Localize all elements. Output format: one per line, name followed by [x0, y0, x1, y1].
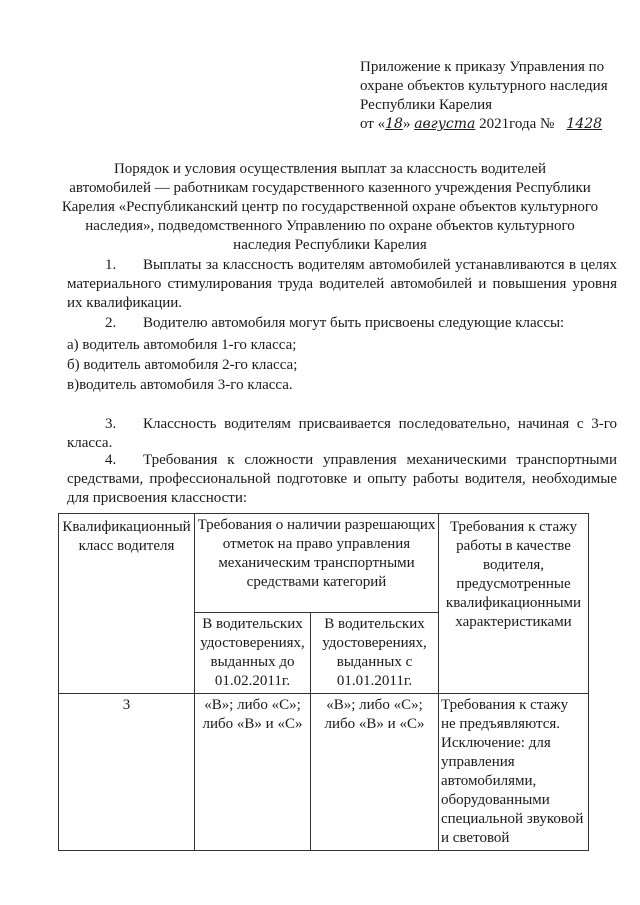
table-header-row — [59, 514, 589, 613]
cell-class: 3 — [59, 694, 195, 851]
paragraph-4-number: 4. — [105, 452, 117, 468]
approval-block — [360, 58, 622, 134]
paragraph-1-number: 1. — [105, 257, 117, 273]
date-month: августа — [414, 116, 476, 132]
requirements-table — [58, 513, 589, 851]
paragraph-3 — [67, 415, 617, 453]
title-line-3: Карелия «Республиканский центр по государственной охране объектов культурного — [61, 199, 599, 215]
header-class: Квалификационный класс водителя — [59, 514, 195, 694]
subheader-after-2011: В водительских удостоверениях, выданных с 01.01.2011г. — [311, 613, 439, 694]
cell-before-2011: «В»; либо «С»; либо «В» и «С» — [195, 694, 311, 851]
header-stage: Требования к стажу работы в качестве водителя, предусмотренные квалификационными характеристиками — [439, 514, 589, 694]
paragraph-2 — [67, 314, 617, 333]
cell-after-2011: «В»; либо «С»; либо «В» и «С» — [311, 694, 439, 851]
order-number: 1428 — [566, 116, 603, 132]
date-mid: » — [402, 116, 411, 132]
subheader-before-2011: В водительских удостоверениях, выданных до 01.02.2011г. — [195, 613, 311, 694]
title-line-4: наследия», подведомственного Управлению по охране объектов культурного — [85, 218, 575, 234]
approval-line-1: Приложение к приказу Управления по — [360, 59, 605, 75]
paragraph-1 — [67, 256, 617, 313]
title-line-2: автомобилей — работникам государственного казенного учреждения Республики — [69, 180, 591, 196]
paragraph-3-number: 3. — [105, 416, 117, 432]
paragraph-1-text: Выплаты за классность водителям автомобилей устанавливаются в целях материального стимулирования труда водителей автомобилей и повышения уровня их квалификации. — [67, 257, 617, 311]
date-year: 2021года № — [479, 116, 555, 132]
list-item-b: б) водитель автомобиля 2-го класса; — [67, 357, 298, 373]
list-item-a: а) водитель автомобиля 1-го класса; — [67, 337, 297, 353]
header-marks: Требования о наличии разрешающих отметок на право управления механическим транспортными средствами категорий — [195, 514, 439, 613]
paragraph-2-number: 2. — [105, 315, 117, 331]
title-line-1: Порядок и условия осуществления выплат за классность водителей — [113, 161, 547, 177]
approval-line-2: охране объектов культурного наследия — [360, 78, 608, 94]
title-line-5: наследия Республики Карелия — [233, 237, 427, 253]
date-prefix: от « — [360, 116, 386, 132]
paragraph-3-text: Классность водителям присваивается последовательно, начиная с 3-го класса. — [67, 416, 617, 451]
date-day: 18 — [385, 116, 403, 132]
paragraph-4-text: Требования к сложности управления механическими транспортными средствами, профессиональной подготовке и опыту работы водителя, необходимые для присвоения классности: — [67, 452, 617, 506]
document-title — [60, 160, 600, 255]
approval-date-line — [360, 115, 622, 134]
approval-line-3: Республики Карелия — [360, 97, 493, 113]
paragraph-4 — [67, 451, 617, 508]
cell-stage: Требования к стажу не предъявляются. Исключение: для управления автомобилями, оборудованными специальной звуковой и световой — [439, 694, 589, 851]
paragraph-2-text: Водителю автомобиля могут быть присвоены следующие классы: — [143, 315, 565, 331]
table-row — [59, 694, 589, 851]
list-item-c: в)водитель автомобиля 3-го класса. — [67, 377, 293, 393]
